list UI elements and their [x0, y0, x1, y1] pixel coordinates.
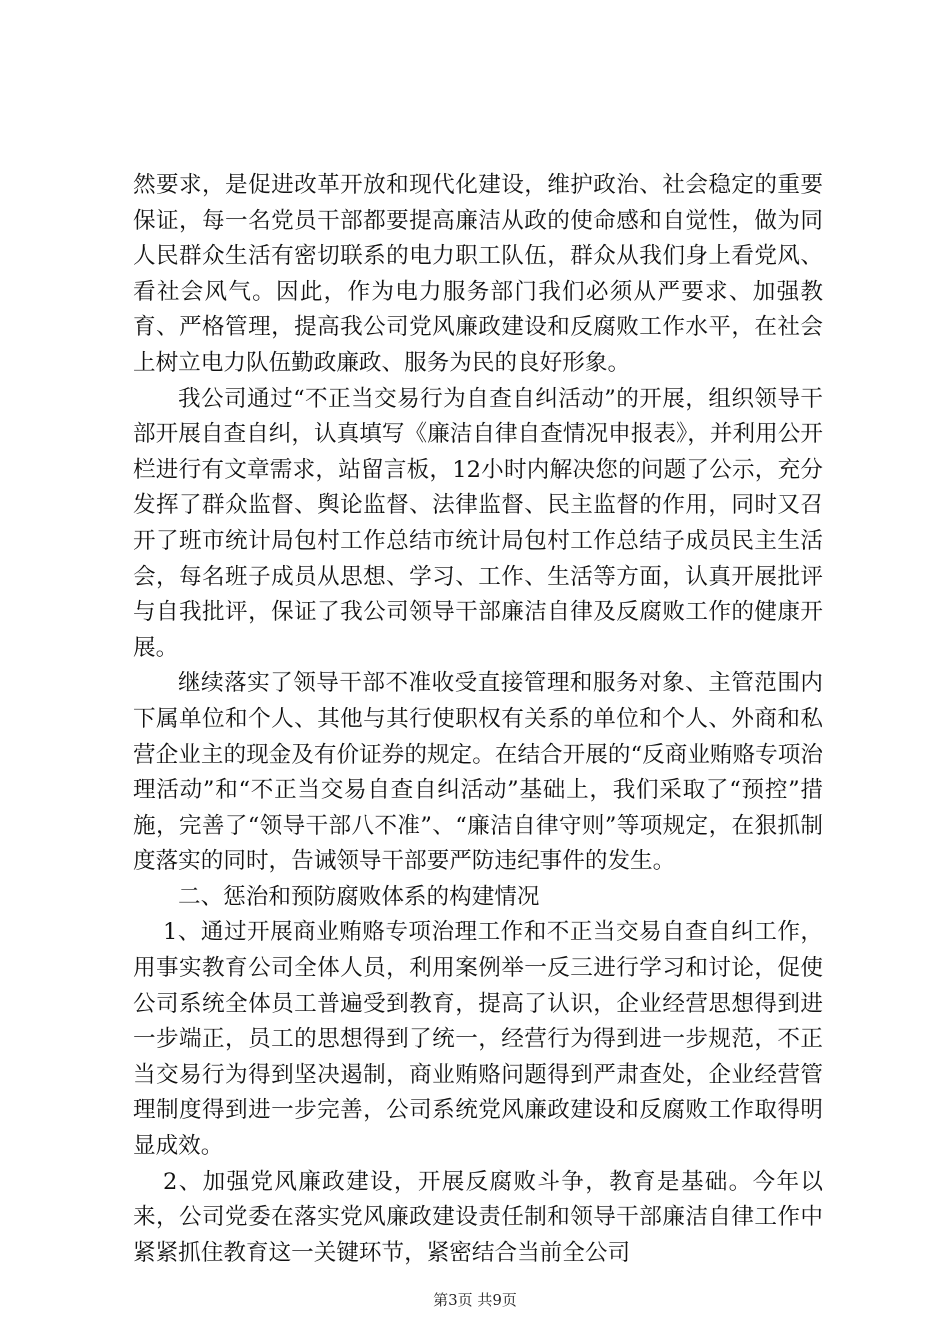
document-body	[133, 168, 823, 1271]
section-heading: 二、惩治和预防腐败体系的构建情况	[178, 883, 540, 910]
paragraph-5: 1、通过开展商业贿赂专项治理工作和不正当交易自查自纠工作，用事实教育公司全体人员，利用案例举一反三进行学习和讨论，促使公司系统全体员工普遍受到教育，提高了认识，企业经营思想得到进一步端正，员工的思想得到了统一，经营行为得到进一步规范，不正当交易行为得到坚决遏制，商业贿赂问题得到严肃查处，企业经营管理制度得到进一步完善，公司系统党风廉政建设和反腐败工作取得明显成效。	[133, 919, 823, 1160]
page-number-label: 第3页 共9页	[433, 1291, 517, 1309]
paragraph-6: 2、加强党风廉政建设，开展反腐败斗争，教育是基础。今年以来，公司党委在落实党风廉政建设责任制和领导干部廉洁自律工作中紧紧抓住教育这一关键环节，紧密结合当前全公司	[133, 1168, 823, 1266]
page-footer	[0, 1290, 950, 1310]
paragraph-1: 然要求，是促进改革开放和现代化建设，维护政治、社会稳定的重要保证，每一名党员干部都要提高廉洁从政的使命感和自觉性，做为同人民群众生活有密切联系的电力职工队伍，群众从我们身上看党风、看社会风气。因此，作为电力服务部门我们必须从严要求、加强教育、严格管理，提高我公司党风廉政建设和反腐败工作水平，在社会上树立电力队伍勤政廉政、服务为民的良好形象。	[133, 172, 823, 376]
paragraph-2: 我公司通过“不正当交易行为自查自纠活动”的开展，组织领导干部开展自查自纠，认真填写《廉洁自律自查情况申报表》，并利用公开栏进行有文章需求，站留言板，12小时内解决您的问题了公示，充分发挥了群众监督、舆论监督、法律监督、民主监督的作用，同时又召开了班市统计局包村工作总结市统计局包村工作总结子成员民主生活会，每名班子成员从思想、学习、工作、生活等方面，认真开展批评与自我批评，保证了我公司领导干部廉洁自律及反腐败工作的健康开展。	[133, 385, 823, 661]
paragraph-3: 继续落实了领导干部不准收受直接管理和服务对象、主管范围内下属单位和个人、其他与其行使职权有关系的单位和个人、外商和私营企业主的现金及有价证券的规定。在结合开展的“反商业贿赂专项治理活动”和“不正当交易自查自纠活动”基础上，我们采取了“预控”措施，完善了“领导干部八不准”、“廉洁自律守则”等项规定，在狠抓制度落实的同时，告诫领导干部要严防违纪事件的发生。	[133, 670, 823, 875]
